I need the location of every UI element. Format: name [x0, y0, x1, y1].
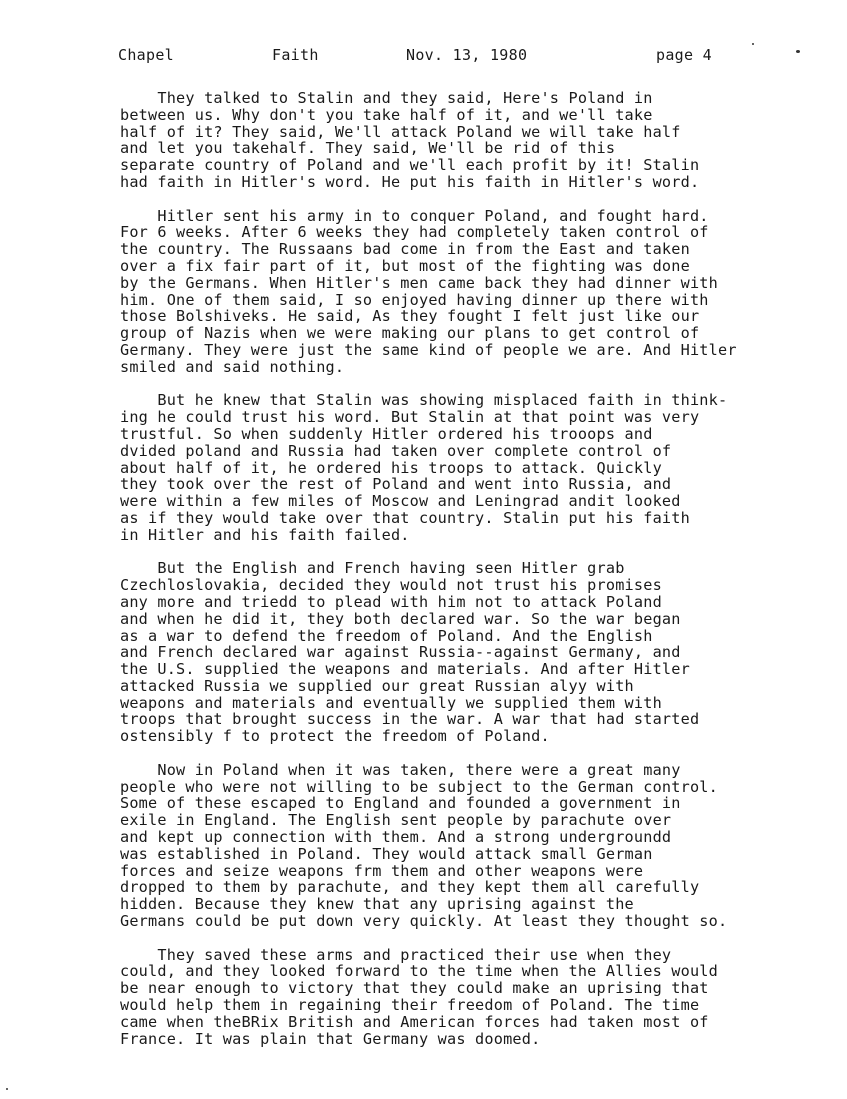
- scan-speck: [6, 1088, 8, 1090]
- paragraph: Hitler sent his army in to conquer Poland, and fought hard. For 6 weeks. After 6 weeks they had completely taken control of the country. The Russaans bad come in from the East and taken over a fix fair part of it, but most of the fighting was done by the Germans. When Hitler's men came back they had dinner with him. One of them said, I so enjoyed having dinner up there with those Bolshiveks. He said, As they fought I felt just like our group of Nazis when we were making our plans to get control of Germany. They were just the same kind of people we are. And Hitler smiled and said nothing.: [120, 206, 737, 376]
- paragraph: But he knew that Stalin was showing misplaced faith in think- ing he could trust his word. But Stalin at that point was very trustful. So when suddenly Hitler ordered his trooops and dvided poland and Russia had taken over complete control of about half of it, he ordered his troops to attack. Quickly they took over the rest of Poland and went into Russia, and were within a few miles of Moscow and Leningrad andit looked as if they would take over that country. Stalin put his faith in Hitler and his faith failed.: [120, 391, 728, 544]
- paragraph: But the English and French having seen Hitler grab Czechloslovakia, decided they would not trust his promises any more and triedd to plead with him not to attack Poland and when he did it, they both declared war. So the war began as a war to defend the freedom of Poland. And the English and French declared war against Russia--against Germany, and the U.S. supplied the weapons and materials. And after Hitler attacked Russia we supplied our great Russian alyy with weapons and materials and eventually we supplied them with troops that brought success in the war. A war that had started ostensibly f to protect the freedom of Poland.: [120, 559, 700, 746]
- paragraph: They talked to Stalin and they said, Here's Poland in between us. Why don't you take half of it, and we'll take half of it? They said, We'll attack Poland we will take half and let you takehalf. They said, We'll be rid of this separate country of Poland and we'll each profit by it! Stalin had faith in Hitler's word. He put his faith in Hitler's word.: [120, 89, 700, 191]
- scan-speck: [796, 50, 800, 53]
- header-date: Nov. 13, 1980: [406, 46, 528, 64]
- scan-speck: [752, 43, 754, 45]
- paragraph: They saved these arms and practiced their use when they could, and they looked forward to the time when the Allies would be near enough to victory that they could make an uprising that would help them in regaining their freedom of Poland. The time came when theBRix British and American forces had taken most of France. It was plain that Germany was doomed.: [120, 945, 718, 1048]
- header-page-number: page 4: [656, 46, 712, 64]
- header-chapel: Chapel: [118, 46, 174, 64]
- body-text: [120, 90, 820, 1064]
- paragraph: Now in Poland when it was taken, there were a great many people who were not willing to be subject to the German control. Some of these escaped to England and founded a government in exile in England. The English sent people by parachute over and kept up connection with them. And a strong undergroundd was established in Poland. They would attack small German forces and seize weapons frm them and other weapons were dropped to them by parachute, and they kept them all carefully hidden. Because they knew that any uprising against the Germans could be put down very quickly. At least they thought so.: [120, 760, 728, 931]
- header-faith: Faith: [272, 46, 319, 64]
